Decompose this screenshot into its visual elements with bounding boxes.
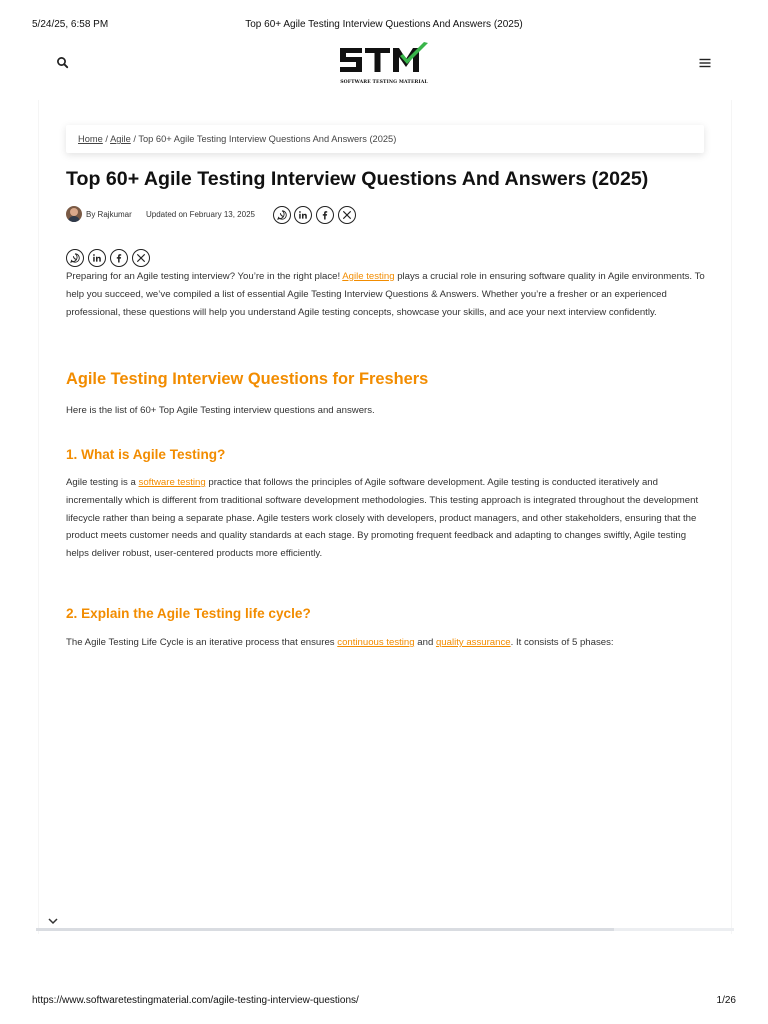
answer-text: Agile testing is a — [66, 477, 139, 488]
answer-paragraph — [66, 634, 706, 652]
hamburger-menu-icon[interactable] — [696, 54, 714, 72]
continuous-testing-link[interactable]: continuous testing — [337, 637, 415, 648]
horizontal-scrollbar[interactable] — [36, 928, 734, 931]
answer-paragraph — [66, 474, 706, 563]
intro-text: plays a crucial role in ensuring software quality in Agile environments. To help you succeed, we’ve compiled a list of essential Agile Testing Interview Questions & Answers. Whether you’re a fresher or an experienced professional, these questions will help you understand Agile testing concepts, showcase your skills, and ace your next interview confidently. — [66, 271, 705, 318]
scrollbar-thumb[interactable] — [36, 928, 614, 931]
stm-logo-icon — [338, 42, 430, 78]
software-testing-link[interactable]: software testing — [138, 477, 206, 488]
author-avatar[interactable] — [66, 206, 82, 222]
linkedin-icon[interactable] — [294, 206, 312, 224]
answer-text: . It consists of 5 phases: — [510, 637, 614, 648]
breadcrumb-current: Top 60+ Agile Testing Interview Questions And Answers (2025) — [138, 134, 397, 144]
search-icon[interactable] — [54, 54, 72, 72]
print-date: 5/24/25, 6:58 PM — [32, 19, 109, 30]
print-footer — [32, 995, 736, 1009]
agile-testing-link[interactable]: Agile testing — [342, 271, 395, 282]
facebook-icon[interactable] — [110, 249, 128, 267]
question-heading: 2. Explain the Agile Testing life cycle? — [66, 606, 311, 621]
x-icon[interactable] — [132, 249, 150, 267]
print-doc-title: Top 60+ Agile Testing Interview Questions And Answers (2025) — [245, 19, 523, 30]
logo-tagline: SOFTWARE TESTING MATERIAL — [340, 80, 428, 85]
breadcrumb-home-link[interactable]: Home — [78, 134, 103, 144]
question-heading: 1. What is Agile Testing? — [66, 447, 226, 462]
x-icon[interactable] — [338, 206, 356, 224]
chevron-down-icon[interactable] — [46, 914, 60, 926]
facebook-icon[interactable] — [316, 206, 334, 224]
breadcrumb-separator: / — [130, 134, 139, 144]
breadcrumb-separator: / — [102, 134, 111, 144]
article-meta — [66, 205, 466, 225]
intro-text: Preparing for an Agile testing interview? You’re in the right place! — [66, 271, 343, 282]
intro-paragraph — [66, 268, 706, 321]
site-logo[interactable] — [336, 42, 432, 88]
linkedin-icon[interactable] — [88, 249, 106, 267]
breadcrumb-category-link[interactable]: Agile — [110, 134, 131, 144]
site-header — [40, 40, 728, 88]
updated-date: Updated on February 13, 2025 — [146, 210, 255, 219]
print-url: https://www.softwaretestingmaterial.com/agile-testing-interview-questions/ — [32, 995, 359, 1006]
answer-text: and — [414, 637, 436, 648]
author-name[interactable]: By Rajkumar — [86, 210, 132, 219]
whatsapp-icon[interactable] — [273, 206, 291, 224]
section-intro: Here is the list of 60+ Top Agile Testing interview questions and answers. — [66, 405, 375, 416]
article-title: Top 60+ Agile Testing Interview Questions And Answers (2025) — [66, 168, 649, 190]
print-page-number: 1/26 — [716, 995, 736, 1006]
quality-assurance-link[interactable]: quality assurance — [435, 637, 511, 648]
print-header — [32, 19, 736, 33]
whatsapp-icon[interactable] — [66, 249, 84, 267]
breadcrumb — [66, 125, 704, 153]
answer-text: practice that follows the principles of Agile software development. Agile testing is conducted iteratively and incrementally which is different from traditional software development methodologies. This testing approach is integrated throughout the development lifecycle rather than being a separate phase. Agile testers work closely with developers, product managers, and other stakeholders, ensuring that the product meets customer needs and quality standards at each stage. By promoting frequent feedback and adapting to changes swiftly, Agile testing helps deliver robust, user-centered products more efficiently. — [66, 477, 699, 560]
section-heading: Agile Testing Interview Questions for Freshers — [66, 370, 429, 388]
answer-text: The Agile Testing Life Cycle is an iterative process that ensures — [66, 637, 338, 648]
